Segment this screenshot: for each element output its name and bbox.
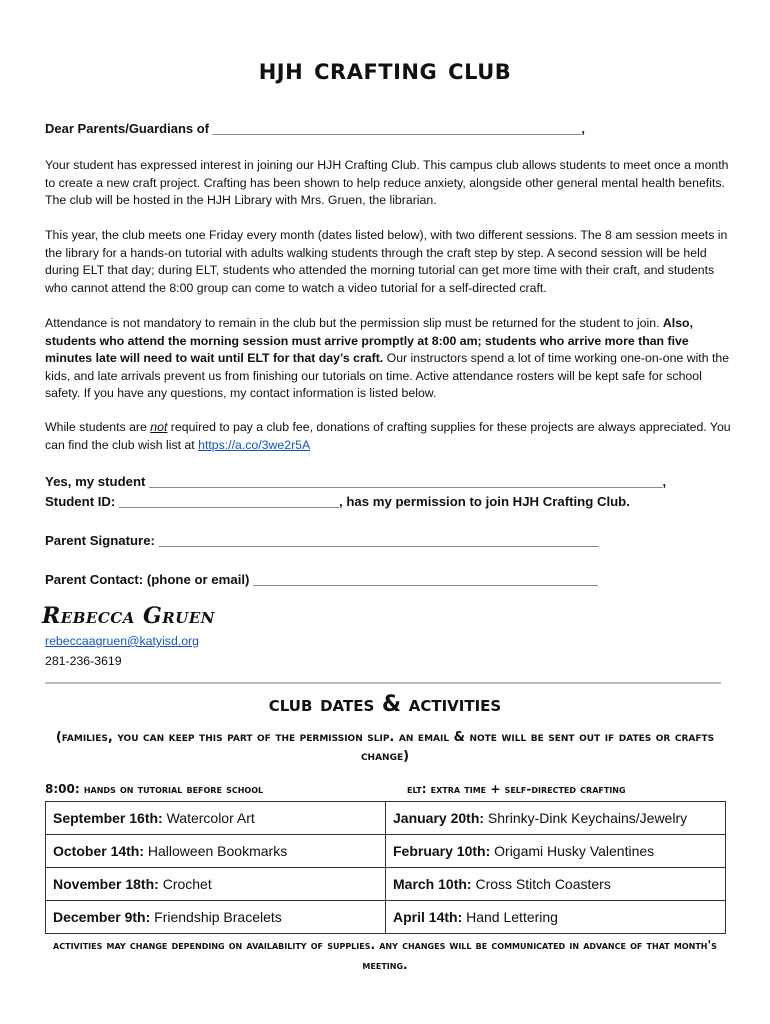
attendance-text-end: Our instructors spend a lot of time working one-on-one with the kids, and late arrivals prevent us from finishing our tutorials on time. Active attendance rosters will be kept safe for school safety. If you have any questions, my contact information is listed below. bbox=[45, 351, 730, 401]
elt-session-heading: elt: extra time + self-directed crafting bbox=[407, 782, 626, 796]
schedule-footer-note: activities may change depending on availability of supplies. any changes will be communicated in advance of that month's meeting. bbox=[53, 938, 717, 972]
table-cell: September 16th: Watercolor Art bbox=[46, 802, 386, 835]
table-cell: October 14th: Halloween Bookmarks bbox=[46, 835, 386, 868]
schedule-paragraph: This year, the club meets one Friday every month (dates listed below), with two different sessions. The 8 am session meets in the library for a hands-on tutorial with adults walking students through the craft step by step. A second session will be held during ELT that day; during ELT, students who attended the morning tutorial can get more time with their craft, and students who cannot attend the 8:00 group can come to watch a video tutorial for a self-directed craft. bbox=[45, 228, 728, 295]
table-cell: April 14th: Hand Lettering bbox=[386, 901, 726, 934]
sender-email-link[interactable]: rebeccaagruen@katyisd.org bbox=[45, 634, 199, 648]
intro-paragraph: Your student has expressed interest in joining our HJH Crafting Club. This campus club allows students to meet once a month to create a new craft project. Crafting has been shown to help reduce anxiety, alongside other general mental health benefits. The club will be hosted in the HJH Library with Mrs. Gruen, the librarian. bbox=[45, 158, 729, 208]
section-divider bbox=[45, 682, 721, 684]
families-note: (families, you can keep this part of the permission slip. an email & note will be sent out if dates or crafts change) bbox=[55, 730, 715, 764]
student-permission-form bbox=[45, 472, 735, 512]
table-cell: March 10th: Cross Stitch Coasters bbox=[386, 868, 726, 901]
donation-text-mid: required to pay a club fee, donations of crafting supplies for these projects are always appreciated. You can find the club wish list at bbox=[45, 420, 731, 452]
table-cell: February 10th: Origami Husky Valentines bbox=[386, 835, 726, 868]
attendance-bold-text: Also, students who attend the morning session must arrive promptly at 8:00 am; students who arrive more than five minutes late will need to wait until ELT for that day’s craft. bbox=[45, 316, 693, 366]
table-row bbox=[46, 835, 726, 868]
sender-signature: Rebecca Gruen bbox=[42, 603, 215, 629]
parent-signature-line[interactable]: Parent Signature: ____________________________________________________________ bbox=[45, 533, 599, 548]
morning-session-heading: 8:00: hands on tutorial before school bbox=[45, 782, 264, 796]
student-name-line[interactable]: Yes, my student ______________________________________________________________________, bbox=[45, 474, 667, 489]
donation-paragraph bbox=[45, 419, 735, 454]
wish-list-link[interactable]: https://a.co/3we2r5A bbox=[198, 437, 311, 452]
greeting-line: Dear Parents/Guardians of ___________________________________________________, bbox=[45, 121, 585, 136]
table-row bbox=[46, 802, 726, 835]
table-cell: December 9th: Friendship Bracelets bbox=[46, 901, 386, 934]
donation-text-start: While students are bbox=[45, 420, 151, 434]
club-dates-title: club dates & activities bbox=[268, 692, 502, 717]
attendance-text-start: Attendance is not mandatory to remain in the club but the permission slip must be returned for the student to join. bbox=[45, 316, 663, 330]
table-row bbox=[46, 868, 726, 901]
page-title: hjh crafting club bbox=[258, 52, 512, 87]
sender-phone: 281-236-3619 bbox=[45, 654, 122, 668]
table-cell: November 18th: Crochet bbox=[46, 868, 386, 901]
dates-table bbox=[45, 801, 726, 934]
donation-not-emphasis: not bbox=[150, 420, 168, 434]
parent-contact-line[interactable]: Parent Contact: (phone or email) _______________________________________________ bbox=[45, 572, 598, 587]
attendance-paragraph bbox=[45, 315, 735, 403]
table-cell: January 20th: Shrinky-Dink Keychains/Jewelry bbox=[386, 802, 726, 835]
student-id-line[interactable]: Student ID: ______________________________, has my permission to join HJH Crafting Club. bbox=[45, 494, 630, 509]
table-row bbox=[46, 901, 726, 934]
